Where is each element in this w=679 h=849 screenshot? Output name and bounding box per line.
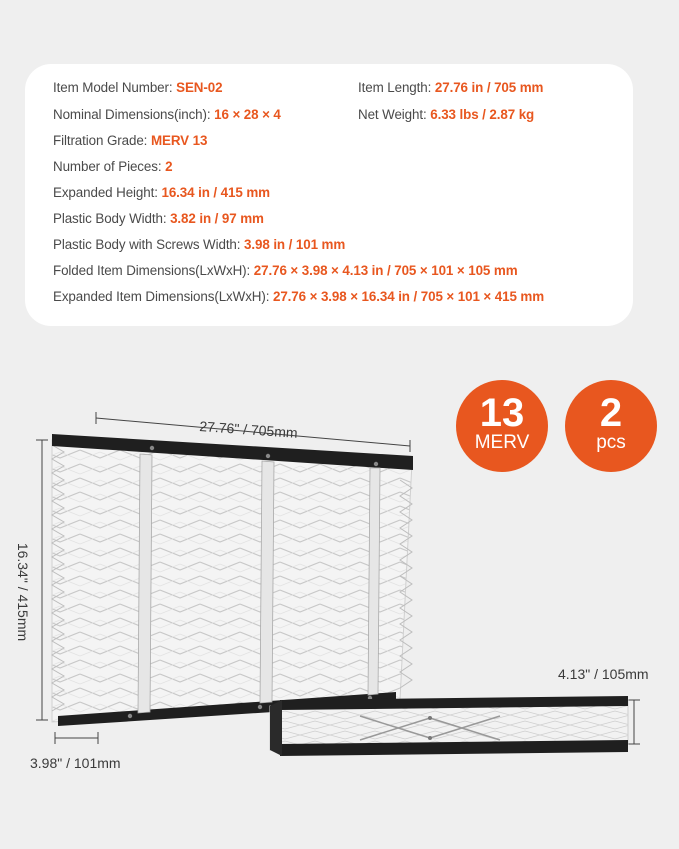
spec-item-length: Item Length: 27.76 in / 705 mm (358, 80, 544, 95)
folded-height-dimension-label: 4.13" / 105mm (558, 666, 649, 682)
spec-number-of-pieces: Number of Pieces: 2 (53, 159, 173, 174)
spec-nominal-dimensions: Nominal Dimensions(inch): 16 × 28 × 4 (53, 107, 281, 122)
length-dimension-label: 27.76" / 705mm (198, 418, 299, 441)
pcs-label: pcs (596, 432, 626, 453)
merv-label: MERV (474, 432, 530, 453)
spec-plastic-body-width: Plastic Body Width: 3.82 in / 97 mm (53, 211, 264, 226)
spec-folded-dimensions: Folded Item Dimensions(LxWxH): 27.76 × 3.98 × 4.13 in / 705 × 101 × 105 mm (53, 263, 518, 278)
width-dimension-line (55, 732, 98, 744)
spec-net-weight: Net Weight: 6.33 lbs / 2.87 kg (358, 107, 535, 122)
spec-filtration-grade: Filtration Grade: MERV 13 (53, 133, 208, 148)
spec-model-number: Item Model Number: SEN-02 (53, 80, 223, 95)
height-dimension-label: 16.34" / 415mm (15, 542, 31, 642)
height-dimension-line (36, 440, 48, 720)
pcs-number: 2 (599, 391, 623, 435)
folded-height-dimension-line (628, 700, 640, 744)
expanded-filter-image (52, 434, 413, 726)
spec-body-with-screws-width: Plastic Body with Screws Width: 3.98 in / 101 mm (53, 237, 346, 252)
spec-value: SEN-02 (176, 80, 223, 95)
spec-expanded-height: Expanded Height: 16.34 in / 415 mm (53, 185, 270, 200)
width-dimension-label: 3.98" / 101mm (30, 755, 121, 771)
spec-expanded-dimensions: Expanded Item Dimensions(LxWxH): 27.76 × 3.98 × 16.34 in / 705 × 101 × 415 mm (53, 289, 545, 304)
merv-number: 13 (479, 391, 525, 435)
folded-filter-image (270, 696, 628, 756)
